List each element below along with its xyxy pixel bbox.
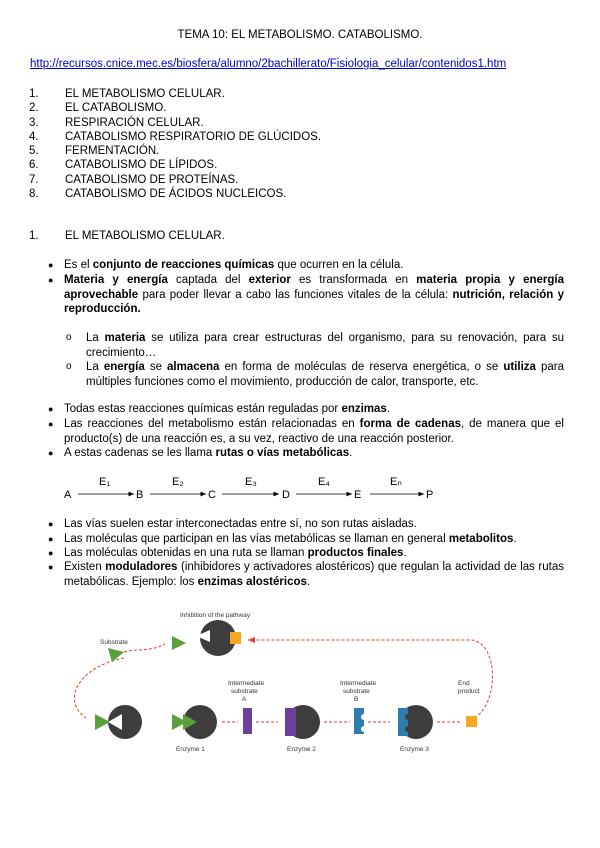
feedback-inhibition-figure (0, 600, 600, 760)
toc-item: 5. FERMENTACIÓN. (29, 145, 160, 158)
bullet-text: Las vías suelen estar interconectadas entre sí, no son rutas aisladas. (64, 518, 417, 530)
enzyme-label: E₃ (245, 476, 257, 488)
pathway-node: P (426, 489, 434, 501)
end-product-bound-icon (230, 632, 241, 644)
bullet-text: Las reacciones del metabolismo están relacionadas en forma de cadenas, de manera que el producto(s) de una reacción es, a su vez, reactivo de una reacción posterior. (64, 418, 564, 445)
enzyme-label: E₄ (318, 476, 330, 488)
table-of-contents (29, 87, 321, 201)
bullet-icon: ● (48, 260, 54, 270)
svg-text:B: B (354, 696, 359, 703)
enzyme-label: E₁ (99, 476, 111, 488)
bullet-item (48, 560, 564, 589)
toc-item: 3. RESPIRACIÓN CELULAR. (29, 116, 204, 129)
bullet-item (48, 417, 564, 446)
bullet-icon: ● (48, 448, 54, 458)
bullet-icon: ● (48, 275, 54, 285)
substrate-label: Substrate (100, 639, 128, 646)
bullet-item (48, 273, 564, 317)
bullet-item (48, 517, 564, 532)
bullet-item (48, 446, 564, 461)
intermediate-b-icon (354, 708, 364, 734)
end-product-label: End (458, 680, 470, 687)
toc-item: 1. EL METABOLISMO CELULAR. (29, 88, 225, 100)
substrate-arrow (124, 644, 165, 652)
enzyme-label: Eₙ (390, 476, 402, 488)
bullet-icon: ● (48, 404, 54, 414)
substrate-icon (108, 648, 124, 662)
svg-text:A: A (242, 696, 247, 703)
bullet-icon: ● (48, 519, 54, 529)
toc-item: 7. CATABOLISMO DE PROTEÍNAS. (29, 173, 239, 186)
enzyme-label: Enzyme 2 (287, 746, 316, 753)
bullet-text: Las moléculas obtenidas en una ruta se llaman productos finales. (64, 547, 407, 559)
intermediate-label: Intermediate (228, 680, 265, 687)
toc-item: 8. CATABOLISMO DE ÁCIDOS NUCLEICOS. (29, 188, 287, 201)
end-product-icon (466, 716, 477, 727)
bullet-text: Existen moduladores (inhibidores y activadores alostéricos) que regulan la actividad de las rutas metabólicas. Ejemplo: los enzimas alostéricos. (64, 561, 564, 588)
toc-item: 2. EL CATABOLISMO. (29, 102, 167, 115)
enzyme-label: E₂ (172, 476, 184, 488)
enzyme-label: Enzyme 1 (176, 746, 205, 753)
bullet-icon: ● (48, 534, 54, 544)
bullet-text: Es el conjunto de reacciones químicas que ocurren en la célula. (64, 259, 404, 271)
pathway-node: E (354, 489, 362, 501)
resource-link[interactable]: http://recursos.cnice.mec.es/biosfera/alumno/2bachillerato/Fisiologia_celular/contenidos1.htm (30, 58, 507, 70)
metabolic-pathway-diagram (0, 474, 600, 504)
bullet-item (48, 546, 564, 561)
arrow-head-icon (248, 637, 255, 643)
intermediate-a-icon (243, 708, 252, 734)
sub-bullet-icon: o (66, 361, 72, 372)
sub-bullet-icon: o (66, 332, 72, 343)
intermediate-label: Intermediate (340, 680, 377, 687)
pathway-node: A (64, 489, 72, 501)
toc-item: 4. CATABOLISMO RESPIRATORIO DE GLÚCIDOS. (29, 130, 322, 143)
svg-text:substrate: substrate (343, 688, 370, 695)
bullet-text: La energía se almacena en forma de moléculas de reserva energética, o se utiliza para múltiples funciones como el movimiento, producción de calor, transporte, etc. (86, 361, 564, 388)
substrate-icon (95, 714, 110, 730)
toc-item: 6. CATABOLISMO DE LÍPIDOS. (29, 159, 218, 172)
section-heading: 1. EL METABOLISMO CELULAR. (29, 230, 225, 242)
svg-text:substrate: substrate (231, 688, 258, 695)
bullet-text: La materia se utiliza para crear estructuras del organismo, para su renovación, para su crecimiento… (86, 332, 564, 359)
bullet-icon: ● (48, 548, 54, 558)
sub-bullet-item (66, 360, 564, 389)
bullet-text: Materia y energía captada del exterior es transformada en materia propia y energía aprovechable para poder llevar a cabo las funciones vitales de la célula: nutrición, relación y reproducción. (64, 274, 564, 315)
bullet-text: Todas estas reacciones químicas están reguladas por enzimas. (64, 403, 391, 415)
bullet-text: A estas cadenas se les llama rutas o vías metabólicas. (64, 447, 353, 459)
bullet-item (48, 402, 564, 417)
pathway-node: B (136, 489, 144, 501)
bullet-text: Las moléculas que participan en las vías metabólicas se llaman en general metabolitos. (64, 533, 517, 545)
svg-text:product: product (458, 688, 480, 695)
sub-bullet-item (66, 331, 564, 360)
pathway-node: D (282, 489, 290, 501)
bullet-icon: ● (48, 562, 54, 572)
page-title: TEMA 10: EL METABOLISMO. CATABOLISMO. (177, 29, 423, 41)
substrate-blocked-icon (172, 636, 186, 650)
bullet-item (48, 532, 564, 547)
inhibition-label: Inhibition of the pathway (180, 612, 251, 619)
pathway-node: C (208, 489, 216, 501)
bullet-item (48, 258, 564, 273)
enzyme-label: Enzyme 3 (400, 746, 429, 753)
bullet-icon: ● (48, 419, 54, 429)
